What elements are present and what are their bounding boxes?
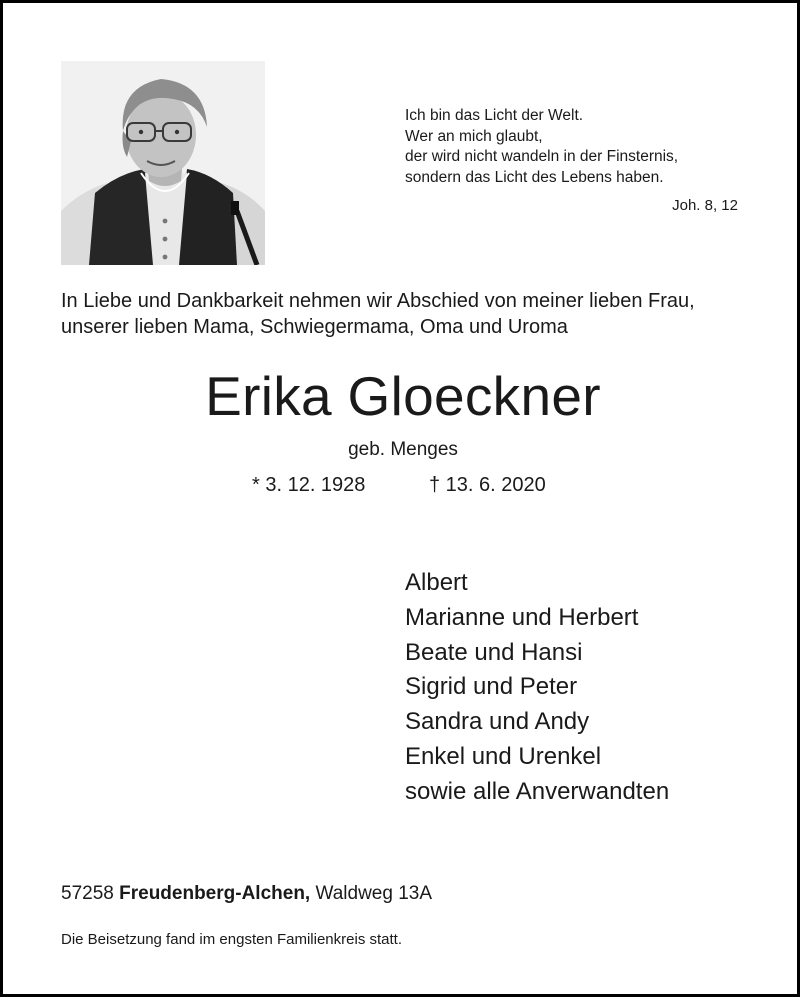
mourner-entry: Albert — [405, 569, 468, 596]
mourner-entry: Enkel und Urenkel — [405, 742, 602, 770]
verse-line: der wird nicht wandeln in der Finsternis, — [405, 148, 679, 165]
address-postcode: 57258 — [61, 883, 114, 904]
deceased-name: Erika Gloeckner — [205, 365, 601, 427]
portrait-photo — [61, 61, 265, 265]
burial-note: Die Beisetzung fand im engsten Familienkreis statt. — [61, 931, 402, 948]
address-street: Waldweg 13A — [315, 883, 433, 904]
death-date: † 13. 6. 2020 — [429, 474, 546, 496]
portrait-illustration — [61, 61, 265, 265]
verse-reference: Joh. 8, 12 — [672, 197, 738, 214]
intro-line: In Liebe und Dankbarkeit nehmen wir Abschied von meiner lieben Frau, — [61, 290, 695, 312]
verse-line: sondern das Licht des Lebens haben. — [405, 168, 664, 186]
verse-line: Ich bin das Licht der Welt. — [405, 107, 584, 124]
address-city: Freudenberg-Alchen, — [119, 883, 311, 904]
mourner-entry: Marianne und Herbert — [405, 603, 639, 631]
mourners-list — [405, 566, 669, 810]
mourner-entry: sowie alle Anverwandten — [405, 777, 670, 805]
bible-verse — [405, 106, 678, 188]
verse-line: Wer an mich glaubt, — [405, 127, 543, 145]
birth-date: * 3. 12. 1928 — [252, 474, 366, 496]
maiden-name: geb. Menges — [348, 439, 458, 460]
intro-line: unserer lieben Mama, Schwiegermama, Oma und Uroma — [61, 316, 568, 338]
family-address — [61, 883, 432, 905]
intro-text — [61, 288, 695, 340]
mourner-entry: Sandra und Andy — [405, 708, 590, 736]
mourner-entry: Beate und Hansi — [405, 638, 583, 666]
mourner-entry: Sigrid und Peter — [405, 673, 578, 701]
